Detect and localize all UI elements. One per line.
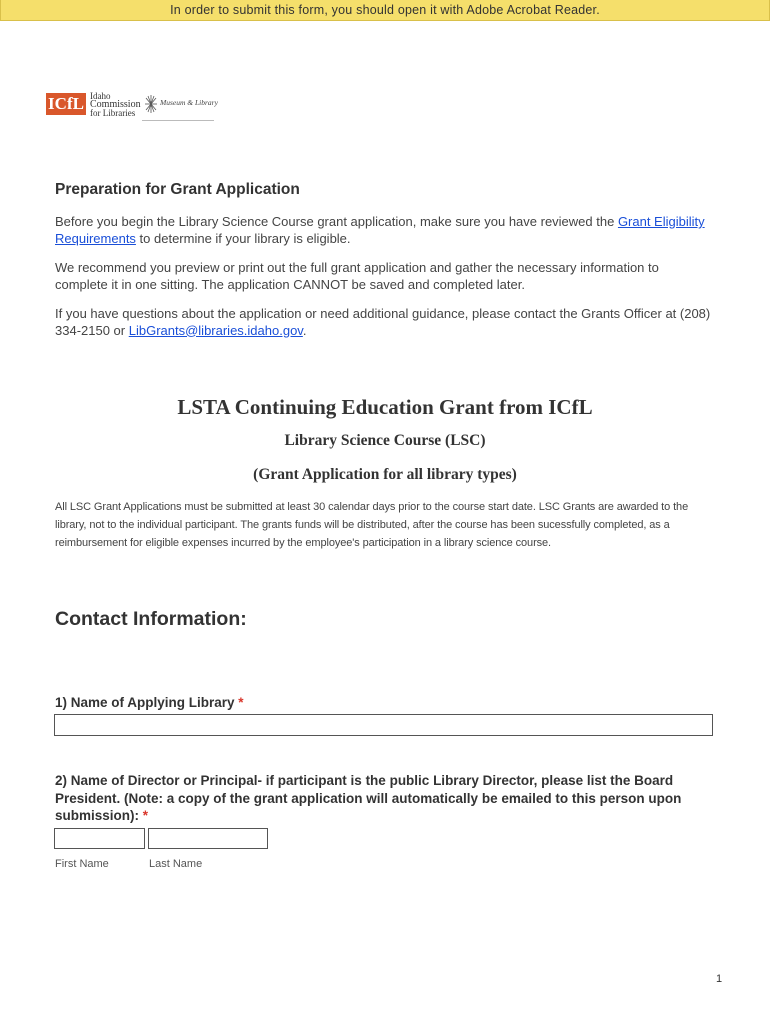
form-subtitle: Library Science Course (LSC) bbox=[284, 432, 486, 449]
applying-library-input[interactable] bbox=[54, 714, 713, 736]
preparation-paragraph-1 bbox=[55, 214, 715, 247]
partner-logo-text: Museum & Library bbox=[160, 98, 218, 107]
logo-line-3: for Libraries bbox=[90, 108, 136, 118]
last-name-label: Last Name bbox=[149, 858, 203, 870]
question-2-label bbox=[55, 772, 725, 825]
application-notice: All LSC Grant Applications must be submitted at least 30 calendar days prior to the course start date. LSC Grants are awarded to the library, not to the individual participant. The grants funds will be distributed, after the course has been sucessfully completed, as a reimbursement for eligible expenses incurred by the employee's participation in a library science course. bbox=[55, 501, 689, 549]
form-title: LSTA Continuing Education Grant from ICfL bbox=[177, 395, 593, 419]
logo-divider bbox=[142, 120, 214, 121]
director-last-name-input[interactable] bbox=[148, 828, 268, 849]
grants-email-link[interactable]: LibGrants@libraries.idaho.gov bbox=[128, 322, 303, 338]
preparation-paragraph-3 bbox=[55, 306, 715, 339]
p1-text-after: to determine if your library is eligible. bbox=[135, 230, 351, 246]
logo-text bbox=[90, 92, 141, 118]
p1-text-before: Before you begin the Library Science Course grant application, make sure you have reviewed the bbox=[55, 214, 618, 229]
required-marker: * bbox=[142, 808, 149, 823]
question-1-text: 1) Name of Applying Library bbox=[55, 695, 239, 710]
acrobat-notice-banner bbox=[0, 0, 770, 21]
starburst-icon bbox=[144, 92, 158, 116]
question-1-label bbox=[55, 694, 725, 712]
banner-text: In order to submit this form, you should open it with Adobe Acrobat Reader. bbox=[170, 3, 600, 17]
form-subtitle-2: (Grant Application for all library types) bbox=[253, 466, 517, 483]
logo-line-1: Idaho bbox=[90, 91, 111, 101]
eligibility-requirements-link[interactable]: Grant Eligibility Requirements bbox=[55, 214, 705, 246]
director-first-name-input[interactable] bbox=[54, 828, 145, 849]
first-name-label: First Name bbox=[55, 858, 109, 870]
p3-text-after: . bbox=[302, 322, 307, 338]
preparation-paragraph-2: We recommend you preview or print out the full grant application and gather the necessary information to complete it in one sitting. The application CANNOT be saved and completed later. bbox=[55, 260, 659, 292]
logo-line-2: Commission bbox=[90, 98, 141, 110]
p3-text-before: If you have questions about the application or need additional guidance, please contact the Grants Officer at (208) 334-2150 or bbox=[55, 306, 711, 338]
contact-information-title: Contact Information: bbox=[55, 608, 247, 630]
page-number: 1 bbox=[716, 973, 723, 985]
logo-box: ICfL bbox=[46, 93, 86, 115]
question-2-text: 2) Name of Director or Principal- if participant is the public Library Director, please list the Board President. (Note: a copy of the grant application will automatically be emailed to this person upon submission): bbox=[55, 773, 682, 823]
preparation-title: Preparation for Grant Application bbox=[55, 181, 300, 198]
required-marker: * bbox=[238, 695, 244, 710]
